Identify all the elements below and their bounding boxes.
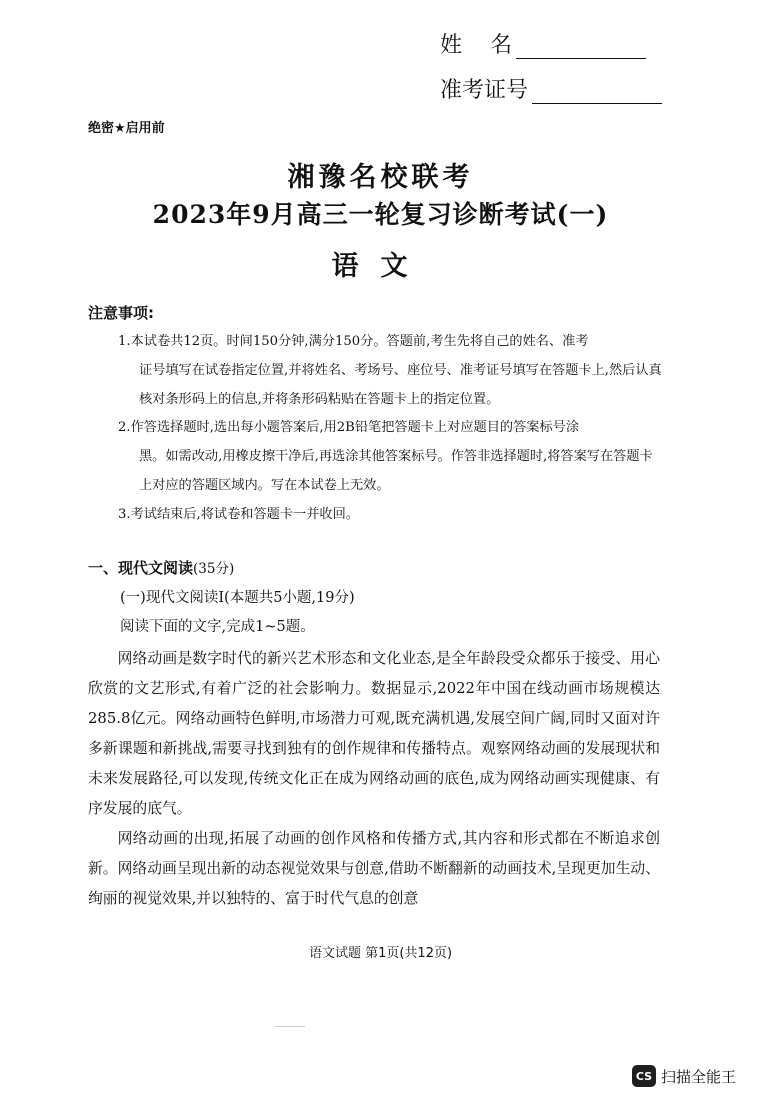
section-score: (35分) xyxy=(193,561,235,577)
passage-paragraph-1: 网络动画是数字时代的新兴艺术形态和文化业态,是全年龄段受众都乐于接受、用心欣赏的文艺形式,有着广泛的社会影响力。数据显示,2022年中国在线动画市场规模达285.8亿元。网络动画特色鲜明,市场潜力可观,既充满机遇,发展空间广阔,同时又面对许多新课题和新挑战,需要寻找到独有的创作规律和传播特点。观察网络动画的发展现状和未来发展路径,可以发现,传统文化正在成为网络动画的底色,成为网络动画实现健康、有序发展的底气。 xyxy=(88,650,660,817)
camscanner-icon: CS xyxy=(632,1065,656,1087)
notice-item-1-rest: 证号填写在试卷指定位置,并将姓名、考场号、座位号、准考证号填写在答题卡上,然后认真核对条形码上的信息,并将条形码粘贴在答题卡上的指定位置。 xyxy=(139,363,662,407)
name-label: 姓 名 xyxy=(440,33,512,58)
notice-item-2-first: 2.作答选择题时,选出每小题答案后,用2B铅笔把答题卡上对应题目的答案标号涂 xyxy=(118,420,580,435)
notice-item-1-first: 1.本试卷共12页。时间150分钟,满分150分。答题前,考生先将自己的姓名、准考 xyxy=(118,334,589,349)
page-footer: 语文试题 第1页(共12页) xyxy=(308,946,453,961)
subject-title: 语文 xyxy=(331,251,430,282)
reading-passage xyxy=(88,644,660,914)
section-heading xyxy=(88,557,234,578)
exam-id-blank xyxy=(532,81,662,104)
notice-item-3 xyxy=(118,500,663,529)
notice-item-2 xyxy=(118,413,663,500)
exam-title-line2: 2023年9月高三一轮复习诊断考试(一) xyxy=(152,200,609,229)
camscanner-watermark xyxy=(632,1065,736,1087)
exam-id-field xyxy=(440,73,662,104)
notice-item-1 xyxy=(118,327,663,414)
sub-section-heading: (一)现代文阅读Ⅰ(本题共5小题,19分) xyxy=(120,590,355,606)
name-blank xyxy=(516,36,646,59)
scan-artifact-line xyxy=(275,1026,305,1027)
section-heading-text: 一、现代文阅读 xyxy=(88,559,194,577)
notice-item-3-first: 3.考试结束后,将试卷和答题卡一并收回。 xyxy=(118,507,359,522)
exam-title-line1: 湘豫名校联考 xyxy=(287,162,474,193)
camscanner-label: 扫描全能王 xyxy=(661,1067,737,1086)
name-field xyxy=(440,28,646,59)
exam-id-label: 准考证号 xyxy=(440,78,529,103)
notice-item-2-rest: 黑。如需改动,用橡皮擦干净后,再选涂其他答案标号。作答非选择题时,将答案写在答题卡上对应的答题区域内。写在本试卷上无效。 xyxy=(139,449,653,493)
passage-paragraph-2: 网络动画的出现,拓展了动画的创作风格和传播方式,其内容和形式都在不断追求创新。网络动画呈现出新的动态视觉效果与创意,借助不断翻新的动画技术,呈现更加生动、绚丽的视觉效果,并以独特的、富于时代气息的创意 xyxy=(88,830,660,907)
reading-instruction: 阅读下面的文字,完成1~5题。 xyxy=(120,619,315,635)
confidential-mark: 绝密★启用前 xyxy=(88,121,165,136)
notice-heading: 注意事项: xyxy=(88,304,154,322)
